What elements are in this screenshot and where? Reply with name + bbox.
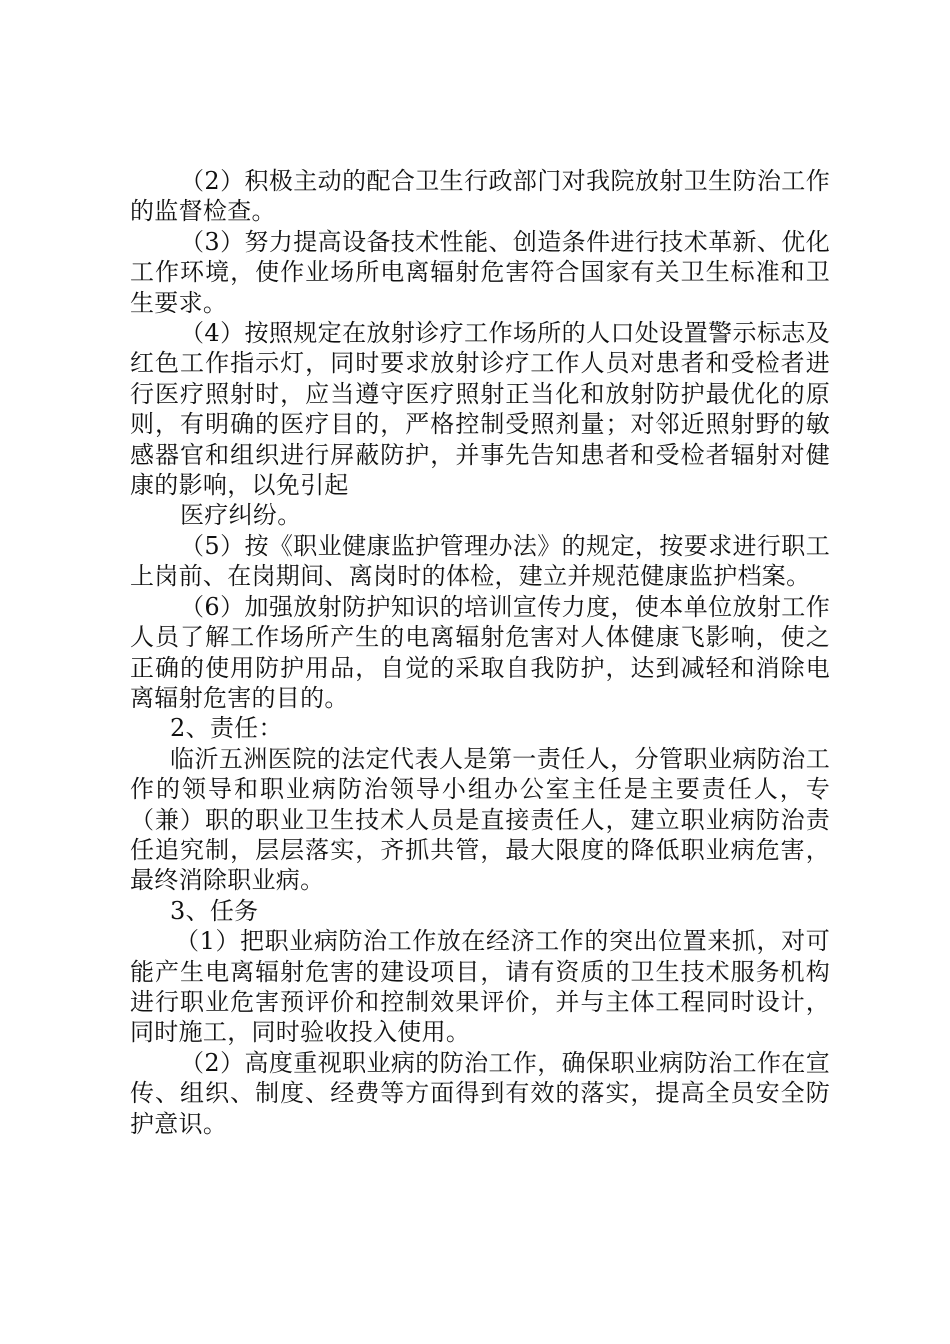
paragraph-continuation: 医疗纠纷。 [180, 501, 302, 530]
section-heading-responsibility: 2、责任： [170, 714, 283, 743]
paragraph-item-6: （6）加强放射防护知识的培训宣传力度，使本单位放射工作人员了解工作场所产生的电离辐射危害对人体健康飞影响，使之正确的使用防护用品，自觉的采取自我防护，达到减轻和消除电离辐射危害的目的。 [130, 592, 830, 712]
paragraph-responsibility: 临沂五洲医院的法定代表人是第一责任人，分管职业病防治工作的领导和职业病防治领导小组办公室主任是主要责任人，专（兼）职的职业卫生技术人员是直接责任人，建立职业病防治责任追究制，层层落实，齐抓共管，最大限度的降低职业病危害，最终消除职业病。 [130, 744, 830, 895]
paragraph-item-4: （4）按照规定在放射诊疗工作场所的人口处设置警示标志及红色工作指示灯，同时要求放射诊疗工作人员对患者和受检者进行医疗照射时，应当遵守医疗照射正当化和放射防护最优化的原则，有明确的医疗目的，严格控制受照剂量；对邻近照射野的敏感器官和组织进行屏蔽防护，并事先告知患者和受检者辐射对健康的影响，以免引起 [130, 319, 830, 500]
paragraph-item-2: （2）积极主动的配合卫生行政部门对我院放射卫生防治工作的监督检查。 [130, 167, 830, 226]
paragraph-task-2: （2）高度重视职业病的防治工作，确保职业病防治工作在宣传、组织、制度、经费等方面得到有效的落实，提高全员安全防护意识。 [130, 1048, 830, 1138]
paragraph-item-3: （3）努力提高设备技术性能、创造条件进行技术革新、优化工作环境，使作业场所电离辐射危害符合国家有关卫生标准和卫生要求。 [130, 227, 830, 317]
paragraph-item-5: （5）按《职业健康监护管理办法》的规定，按要求进行职工上岗前、在岗期间、离岗时的体检，建立并规范健康监护档案。 [130, 531, 830, 591]
section-heading-tasks: 3、任务 [170, 896, 259, 925]
paragraph-task-1: （1）把职业病防治工作放在经济工作的突出位置来抓，对可能产生电离辐射危害的建设项目，请有资质的卫生技术服务机构进行职业危害预评价和控制效果评价，并与主体工程同时设计，同时施工，同时验收投入使用。 [130, 927, 830, 1047]
document-body [130, 166, 830, 1139]
